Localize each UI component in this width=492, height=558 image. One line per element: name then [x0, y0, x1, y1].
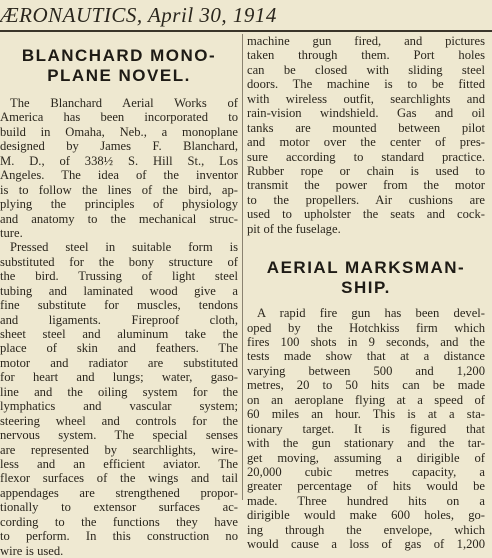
article-body-blanchard: [0, 96, 238, 558]
article-title-line: SHIP.: [341, 278, 391, 298]
text-line: rain-vision windshield. Gas and oil: [247, 106, 485, 121]
text-line: oped by the Hotchkiss firm which: [247, 320, 485, 335]
right-column: [247, 34, 485, 552]
text-line: with wireless outfit, searchlights and: [247, 91, 485, 106]
text-line: line and the oiling system for the: [0, 384, 238, 399]
text-line: used to upholster the seats and cock-: [247, 207, 485, 222]
text-line: with the gun stationary and the tar-: [247, 436, 485, 451]
text-line: motor and radiator are substituted: [0, 355, 238, 370]
text-line: plying the principles of physiology: [0, 197, 238, 212]
text-line: flexor surfaces of the wings and tail: [0, 471, 238, 486]
text-line: steering wheel and controls for the: [0, 413, 238, 428]
text-line: less and an efficient aviator. The: [0, 456, 238, 471]
text-line: greater percentage of hits would be: [247, 479, 485, 494]
text-line: tanks are mounted between pilot: [247, 120, 485, 135]
text-line: substituted for the bony structure of: [0, 254, 238, 269]
text-line: and motor over the center of pres-: [247, 135, 485, 150]
text-line: A rapid fire gun has been devel-: [257, 306, 485, 321]
text-line: fine substitute for muscles, tendons: [0, 298, 238, 313]
text-line: designed by James F. Blanchard,: [0, 139, 238, 154]
text-line: can be closed with sliding steel: [247, 62, 485, 77]
text-line: taken through them. Port holes: [247, 48, 485, 63]
running-head: [0, 2, 277, 28]
text-line: The Blanchard Aerial Works of: [10, 96, 238, 110]
text-line: America has been incorporated to: [0, 110, 238, 125]
text-line: to the propellers. Air cushions are: [247, 192, 485, 207]
text-line: M. D., of 338½ S. Hill St., Los: [0, 153, 238, 168]
article-title-blanchard: [0, 46, 238, 86]
text-line: doors. The machine is to be fitted: [247, 77, 485, 92]
text-line: Angeles. The idea of the inventor: [0, 168, 238, 183]
text-line: Pressed steel in suitable form is: [10, 240, 238, 255]
running-head-date: April 30, 1914: [147, 3, 277, 27]
text-line: varying between 500 and 1,200: [247, 363, 485, 378]
text-line: metres, 20 to 50 hits can be made: [247, 378, 485, 393]
article-title-line: BLANCHARD MONO-: [21, 46, 217, 65]
text-line: are represented by searchlights, wire-: [0, 442, 238, 457]
text-line: tionary target. It is figured that: [247, 421, 485, 436]
text-line: and ligaments. Fireproof cloth,: [0, 312, 238, 327]
text-line: tests made show that at a distance: [247, 349, 485, 364]
text-line: nervous system. The special senses: [0, 428, 238, 443]
article-body-marksmanship: [247, 306, 485, 551]
text-line: and anatomy to the mechanical struc-: [0, 211, 238, 226]
text-line: wire is used.: [0, 543, 64, 558]
text-line: get moving, assuming a dirigible of: [247, 450, 485, 465]
text-line: is to follow the lines of the bird, ap-: [0, 182, 238, 197]
text-line: on an aeroplane flying at a speed of: [247, 392, 485, 407]
text-line: place of skin and feathers. The: [0, 341, 238, 356]
text-line: build in Omaha, Neb., a monoplane: [0, 124, 238, 139]
text-line: for heart and lungs; water, gaso-: [0, 370, 238, 385]
left-column: [0, 34, 238, 558]
text-line: transmit the power from the motor: [247, 178, 485, 193]
text-line: appendages are strengthened propor-: [0, 485, 238, 500]
article-body-blanchard-continued: [247, 34, 485, 236]
article-title-line: AERIAL MARKSMAN-: [266, 258, 466, 278]
article-title-marksmanship: [247, 258, 485, 298]
text-line: ing through the envelope, which: [247, 522, 485, 537]
text-line: would cause a loss of gas of 1,200: [247, 537, 485, 552]
text-line: ture.: [0, 225, 23, 240]
text-line: the bird. Trussing of light steel: [0, 269, 238, 284]
text-line: 20,000 cubic metres capacity, a: [247, 464, 485, 479]
text-line: pit of the fuselage.: [247, 221, 341, 236]
running-head-title: ÆRONAUTICS,: [0, 3, 143, 27]
text-line: fires 100 shots in 9 seconds, and the: [247, 335, 485, 349]
text-line: made. Three hundred hits on a: [247, 493, 485, 508]
text-line: dirigible would make 600 holes, go-: [247, 508, 485, 523]
text-line: tubing and laminated wood give a: [0, 283, 238, 298]
article-title-line: PLANE NOVEL.: [47, 66, 191, 85]
header-rule: [0, 30, 492, 32]
text-line: Rubber rope or chain is used to: [247, 163, 485, 178]
text-line: 60 miles an hour. This is at a sta-: [247, 407, 485, 422]
text-line: tionally to extensor surfaces ac-: [0, 500, 238, 515]
text-line: machine gun fired, and pictures: [247, 34, 485, 48]
text-line: sheet steel and aluminum take the: [0, 327, 238, 341]
text-line: sure according to standard practice.: [247, 149, 485, 164]
text-line: cording to the functions they have: [0, 514, 238, 529]
text-line: lymphatics and vascular system;: [0, 399, 238, 414]
text-line: to perform. In this construction no: [0, 529, 238, 544]
article-gap: [247, 236, 485, 258]
column-divider: [242, 34, 243, 500]
